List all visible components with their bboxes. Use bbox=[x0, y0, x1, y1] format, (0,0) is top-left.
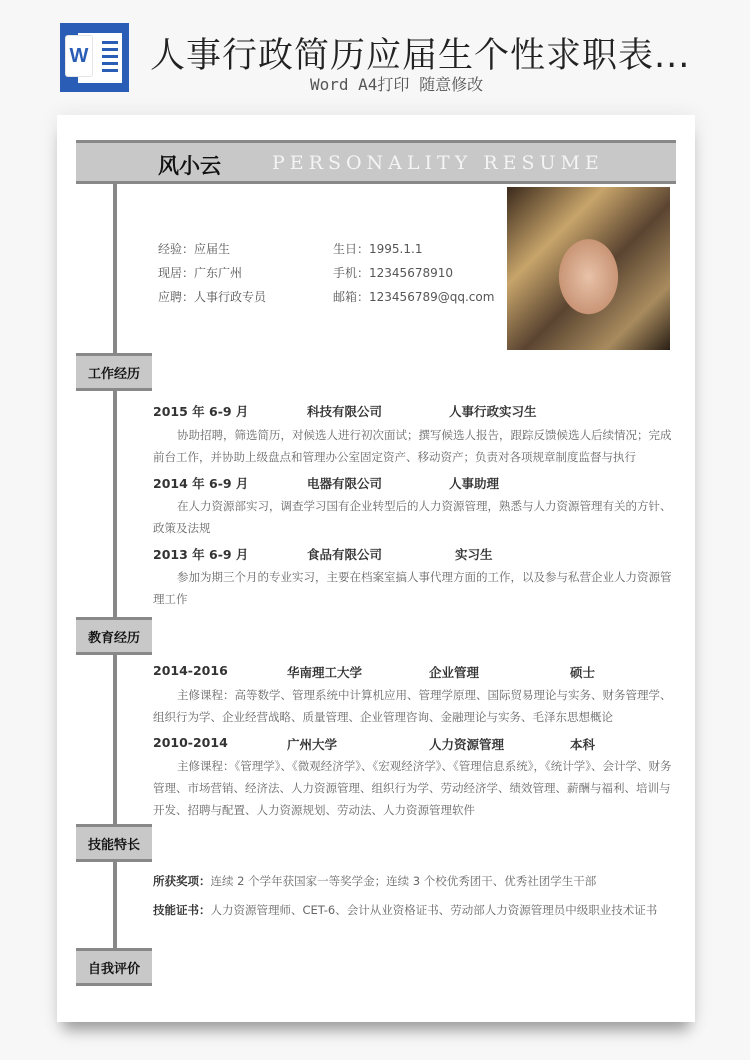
resume-tagline: PERSONALITY RESUME bbox=[272, 152, 604, 174]
work-entry-header: 2015 年 6-9 月 科技有限公司 人事行政实习生 bbox=[153, 404, 537, 419]
education-entry-desc: 主修课程：高等数学、管理系统中计算机应用、管理学原理、国际贸易理论与实务、财务管理学、组织行为学、企业经营战略、质量管理、企业管理咨询、金融理论与实务、毛泽东思想概论 bbox=[153, 688, 672, 724]
info-experience: 经验：应届生 bbox=[158, 242, 231, 256]
education-entry-desc: 主修课程：《管理学》、《微观经济学》、《宏观经济学》、《管理信息系统》，《统计学》、会计学、财务管理、市场营销、经济法、人力资源管理、组织行为学、劳动经济学、绩效管理、薪酬与福利、培训与开发、招聘与配置、人力资源规划、劳动法、人力资源管理软件 bbox=[153, 759, 672, 817]
education-entry-header: 2014-2016 华南理工大学 企业管理 硕士 bbox=[153, 663, 596, 680]
info-birthday: 生日：1995.1.1 bbox=[333, 242, 423, 256]
candidate-name: 风小云 bbox=[158, 154, 221, 178]
work-entry-desc: 协助招聘，筛选简历，对候选人进行初次面试；撰写候选人报告，跟踪反馈候选人后续情况；完成前台工作，并协助上级盘点和管理办公室固定资产、移动资产；负责对各项规章制度监督与执行 bbox=[153, 428, 672, 464]
word-logo-letter: W bbox=[66, 36, 92, 76]
section-skills: 技能特长 bbox=[76, 824, 152, 862]
certificates: 技能证书：人力资源管理师、CET-6、会计从业资格证书、劳动部人力资源管理员中级职业技术证书 bbox=[153, 903, 658, 917]
document-subtitle: Word A4打印 随意修改 bbox=[310, 75, 484, 94]
info-phone: 手机：12345678910 bbox=[333, 266, 453, 280]
info-position: 应聘：人事行政专员 bbox=[158, 290, 267, 304]
awards: 所获奖项：连续 2 个学年获国家一等奖学金；连续 3 个校优秀团干、优秀社团学生干部 bbox=[153, 874, 597, 888]
section-education: 教育经历 bbox=[76, 617, 152, 655]
document-title: 人事行政简历应届生个性求职表... bbox=[150, 36, 691, 76]
info-email: 邮箱：123456789@qq.com bbox=[333, 290, 495, 304]
work-entry-header: 2014 年 6-9 月 电器有限公司 人事助理 bbox=[153, 476, 500, 491]
work-entry-header: 2013 年 6-9 月 食品有限公司 实习生 bbox=[153, 547, 493, 562]
work-entry-desc: 参加为期三个月的专业实习，主要在档案室搞人事代理方面的工作，以及参与私营企业人力资源管理工作 bbox=[153, 570, 672, 606]
profile-photo bbox=[507, 187, 670, 350]
education-entry-header: 2010-2014 广州大学 人力资源管理 本科 bbox=[153, 735, 596, 752]
section-work: 工作经历 bbox=[76, 353, 152, 391]
section-self-evaluation: 自我评价 bbox=[76, 948, 152, 986]
work-entry-desc: 在人力资源部实习，调查学习国有企业转型后的人力资源管理，熟悉与人力资源管理有关的方针、政策及法规 bbox=[153, 499, 672, 535]
word-icon bbox=[60, 23, 129, 92]
info-residence: 现居：广东广州 bbox=[158, 266, 243, 280]
